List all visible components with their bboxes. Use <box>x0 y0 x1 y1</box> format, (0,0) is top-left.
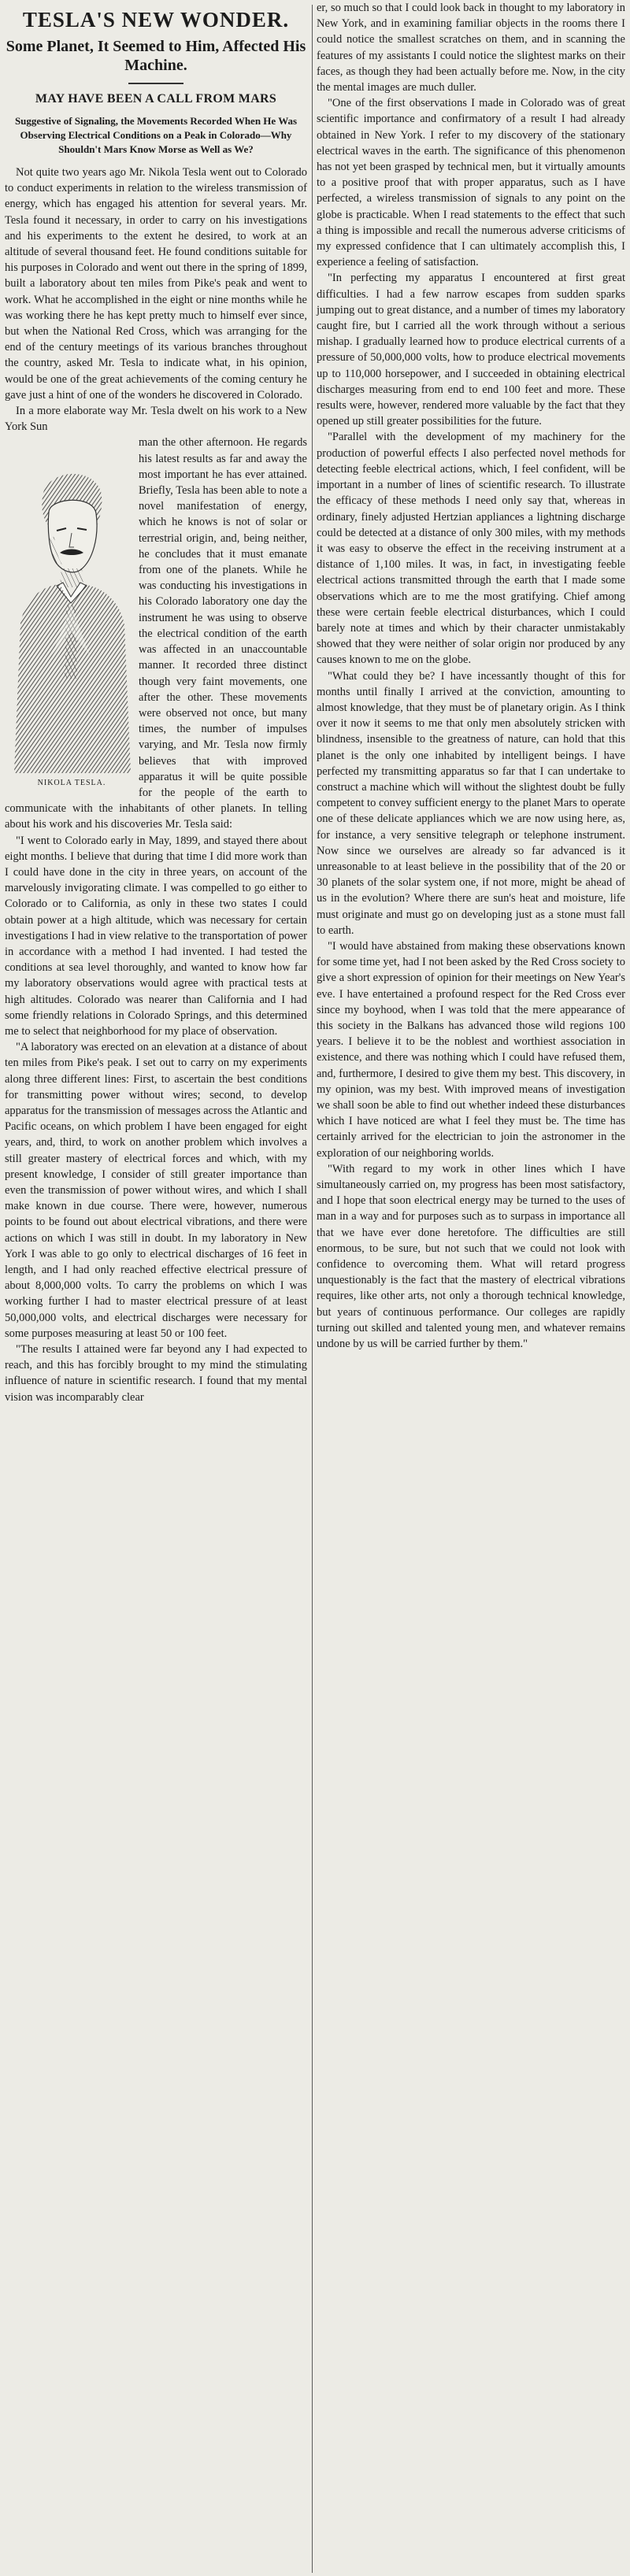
paragraph: "One of the first observations I made in Colorado was of great scientific importance and confirmatory of a result I had already obtained in New York. I refer to my discovery of the stationary electrical waves in the earth. The significance of this phenomenon has not yet been grasped by technical men, but it virtually amounts to a positive proof that with proper apparatus, such as I have perfected, a wireless transmission of signals to any point on the globe is practicable. When I read statements to the effect that such a thing is impossible and recall the numerous adverse criticisms of my expressed confidence that I can ultimately accomplish this, I experience a feeling of satisfaction. <box>317 97 625 269</box>
portrait-engraving <box>5 442 139 789</box>
paragraph: "A laboratory was erected on an elevation at a distance of about ten miles from Pike's peak. I set out to carry on my experiments along three different lines: First, to ascertain the best conditions for transmitting power without wires; second, to develop apparatus for the transmission of messages across the Atlantic and Pacific oceans, on which problem I have been engaged for eight years, and, third, to work on another problem which involves a still greater mastery of electrical forces and which, with my present knowledge, I consider of still greater importance than even the transmission of power without wires, and which I shall make known in due course. There were, however, numerous points to be found out about electrical vibrations, and there were actions on which I was still in doubt. In my laboratory in New York I was able to go only to electrical discharges of 16 feet in length, and I had only reached effective electrical pressure of about 8,000,000 volts. To carry the problems on which I was working further I had to master electrical pressure of at least 50,000,000 volts, and electrical discharges were necessary for some purposes measuring at least 50 or 100 feet. <box>5 1041 307 1340</box>
paragraph: "The results I attained were far beyond any I had expected to reach, and this has forcibly brought to my mind the stimulating influence of nature in scientific research. I found that my mental vision was incomparably clear <box>5 1343 307 1404</box>
paragraph: "With regard to my work in other lines which I have simultaneously carried on, my progress has been most satisfactory, and I hope that soon electrical energy may be turned to the uses of man in a way and for purposes such as to surpass in importance all that we have ever done heretofore. The difficulties are still enormous, to be sure, but not such that we could not look with confidence to overcoming them. What will retard progress unquestionably is the fact that the mastery of electrical vibrations requires, like other arts, not only a thorough technical knowledge, but years of continuous performance. Our colleges are rapidly turning out skilled and talented young men, and whatever remains undone by us will be carried further by them." <box>317 1162 625 1351</box>
divider <box>128 83 183 84</box>
portrait-illustration <box>5 442 139 773</box>
deck: Suggestive of Signaling, the Movements Recorded When He Was Observing Electrical Conditions on a Peak in Colorado—Why Shouldn't Mars Know Morse as Well as We? <box>14 115 298 155</box>
kicker: MAY HAVE BEEN A CALL FROM MARS <box>35 92 277 105</box>
paragraph: "What could they be? I have incessantly thought of this for months until finally I arrived at the conviction, amounting to almost knowledge, that they must be of planetary origin. As I think over it now it seems to me that only men absolutely stricken with blindness, insensible to the greatness of nature, can hold that this planet is the only one inhabited by intelligent beings. I have perfected my transmitting apparatus so far that I can undertake to construct a machine which will without the slightest doubt be fully competent to convey sufficient energy to the planet Mars to operate one of these delicate appliances which we are now using here, as, for instance, a very sensitive telegraph or telephone instrument. Now since we ourselves are already so far advanced is it unreasonable to at least believe in the possibility that of the 20 or 30 planets of the solar system one, if not more, might be ahead of us in the evolution? Where there are sun's heat and moisture, life must originate and must go on developing just as a stone must fall to earth. <box>317 669 625 937</box>
paragraph: In a more elaborate way Mr. Tesla dwelt on his work to a New York Sun <box>5 405 307 434</box>
paragraph: "I went to Colorado early in May, 1899, and stayed there about eight months. I believe that during that time I did more work than I could have done in the city in three years, on account of the marvelously invigorating climate. I was compelled to go either to Colorado or to California, as only in these two states I could obtain power at a high altitude, which was necessary for certain investigations I had in view relative to the transportation of power in accordance with a method I had invented. I had tested the conditions at sea level thoroughly, and wanted to know how far my laboratory observations would agree with practical tests at high altitudes. Colorado was nearer than California and I had some friendly relations in Colorado Springs, and this determined me to select that neighborhood for my place of observation. <box>5 834 307 1038</box>
paragraph: "In perfecting my apparatus I encountered at first great difficulties. I had a few narrow escapes from sudden sparks jumping out to great distance, and a number of times my laboratory caught fire, but I carried all the work through without a serious mishap. I gradually learned how to produce electrical currents of a pressure of 50,000,000 volts, how to produce electrical movements up to 110,000 horsepower, and I succeeded in obtaining electrical discharges measuring from end to end 100 feet and more. These results were, however, rendered more valuable by the fact that they opened up still greater possibilities for the future. <box>317 272 625 428</box>
subhead: Some Planet, It Seemed to Him, Affected His Machine. <box>6 38 306 74</box>
portrait-caption: NIKOLA TESLA. <box>37 779 106 788</box>
column-rule <box>312 5 313 2573</box>
paragraph: er, so much so that I could look back in thought to my laboratory in New York, and in examining familiar objects in the rooms there I could notice the smallest scratches on them, and in scanning the features of my assistants I could notice the slightest marks on their faces, as though they had been actually before me. Now, in the city the mental images are much duller. <box>317 2 625 94</box>
paragraph: man the other afternoon. He regards his latest results as far and away the most important he has ever attained. Briefly, Tesla has been able to note a novel manifestation of energy, which he knows is not of solar or terrestrial origin, and, being neither, he concludes that it must emanate from one of the planets. While he was conducting his investigations in his Colorado laboratory one day the instrument he was using to observe the electrical condition of the earth was affected in an unaccountable manner. It recorded three distinct though very faint movements, one after the other. These movements were observed not once, but many times, the number of impulses varying, and Mr. Tesla now firmly believes that with improved apparatus it will be quite possible for the people of the earth to communicate with the inhabitants of other planets. In telling about his work and his discoveries Mr. Tesla said: <box>5 436 307 831</box>
paragraph: "I would have abstained from making these observations known for some time yet, had I not been asked by the Red Cross society to give a short expression of opinion for their meetings on New Year's eve. I have entertained a profound respect for the Red Cross ever since my boyhood, when I was told that the mere appearance of this society in the Balkans has advanced those wild regions 100 years. I believe it to be the noblest and worthiest association in existence, and there was nothing which I could have refused them, and, furthermore, I desired to give them my best. This discovery, in my opinion, was my best. With improved means of investigation we shall soon be able to find out whether indeed these disturbances which I have noticed are what I feel they must be. The time has certainly arrived for the electrician to join the astronomer in the exploration of our neighboring worlds. <box>317 939 625 1160</box>
headline: TESLA'S NEW WONDER. <box>22 8 290 31</box>
left-column <box>5 0 307 1405</box>
paragraph: "Parallel with the development of my machinery for the production of powerful effects I also perfected novel methods for detecting feeble electrical actions, which, I feel confident, will be important in a number of lines of scientific research. To illustrate the efficacy of these methods I need only say that, whereas in ordinary, finely adjusted Hertzian appliances a lightning discharge could be detected at a distance of only 300 miles, with my methods it was easy to observe the effect in the receiving instrument at a distance of 1,100 miles. It was, in fact, in investigating feeble electrical actions transmitted through the earth that I made some observations which are to me the most gratifying. Chief among these were certain feeble electrical disturbances, which I could barely note at times and which by their character unmistakably showed that they were neither of solar origin nor produced by any causes known to me on the globe. <box>317 431 625 667</box>
right-column <box>317 0 625 1352</box>
paragraph: Not quite two years ago Mr. Nikola Tesla went out to Colorado to conduct experiments in relation to the wireless transmission of energy, which has engaged his attention for several years. Mr. Tesla found it necessary, in order to carry on his investigations and his experiments to the extent he desired, to work at an altitude of several thousand feet. He found conditions suitable for his purposes in Colorado and went out there in the spring of 1899, built a laboratory about ten miles from Pike's peak and went to work. What he accomplished in the eight or nine months while he was working there he has kept pretty much to himself ever since, but when the National Red Cross, which was arranging for the end of the century meetings of its various branches throughout the country, asked Mr. Tesla to indicate what, in his opinion, would be one of the great achievements of the coming century he gave just a hint of one of the wonders he discovered in Colorado. <box>5 166 307 402</box>
